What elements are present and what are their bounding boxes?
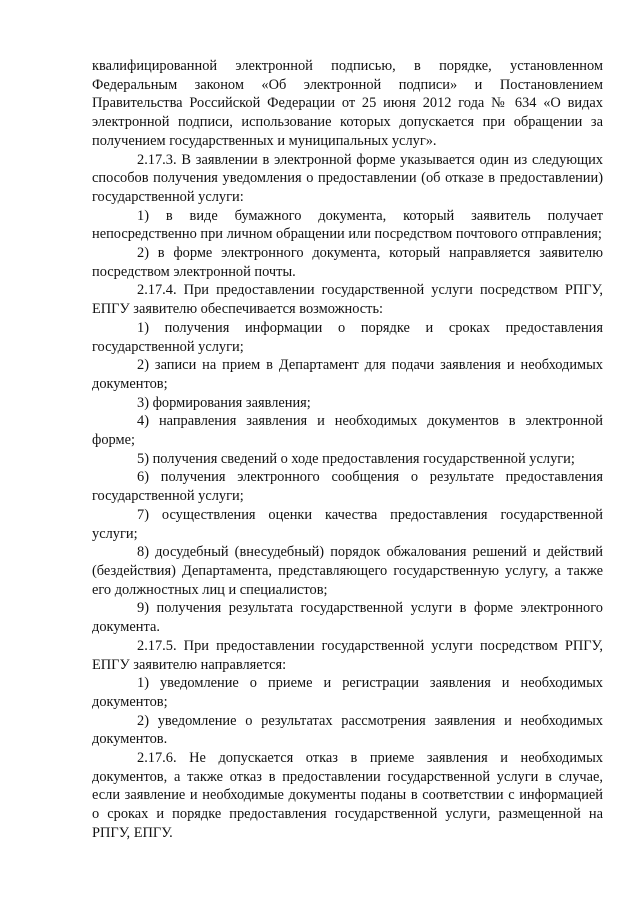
list-item: 5) получения сведений о ходе предоставления государственной услуги; [137,450,575,467]
list-item: 2) в форме электронного документа, который направляется заявителю посредством электронной почты. [92,245,603,280]
list-item: 3) формирования заявления; [137,394,311,411]
list-item: 1) уведомление о приеме и регистрации заявления и необходимых документов; [92,675,603,710]
list-item: 4) направления заявления и необходимых документов в электронной форме; [92,413,603,449]
paragraph-2-17-5: 2.17.5. При предоставлении государственной услуги посредством РПГУ, ЕПГУ заявителю направляется: [92,637,603,673]
list-item: 8) досудебный (внесудебный) порядок обжалования решений и действий (бездействия) Департамента, представляющего государственную услугу, а также его должностных лиц и специалистов; [92,544,603,598]
paragraph-2-17-4: 2.17.4. При предоставлении государственной услуги посредством РПГУ, ЕПГУ заявителю обеспечивается возможность: [92,282,603,318]
list-item: 1) получения информации о порядке и сроках предоставления государственной услуги; [92,319,603,355]
list-item: 9) получения результата государственной услуги в форме электронного документа. [92,600,603,636]
paragraph-2-17-6: 2.17.6. Не допускается отказ в приеме заявления и необходимых документов, а также отказ в предоставлении государственной услуги в случае, если заявление и необходимые документы поданы в соответствии с информацией о сроках и порядке предоставления государственной услуги, размещенной на РПГУ, ЕПГУ. [92,750,603,841]
list-item: 1) в виде бумажного документа, который заявитель получает непосредственно при личном обращении или посредством почтового отправления; [92,207,603,243]
paragraph-2-17-3: 2.17.3. В заявлении в электронной форме указывается один из следующих способов получения уведомления о предоставлении (об отказе в предоставлении) государственной услуги: [92,151,603,205]
list-item: 6) получения электронного сообщения о результате предоставления государственной услуги; [92,469,603,505]
list-item: 2) записи на прием в Департамент для подачи заявления и необходимых документов; [92,357,603,392]
document-page [92,57,603,843]
paragraph-continuation: квалифицированной электронной подписью, в порядке, установленном Федеральным законом «Об электронной подписи» и Постановлением Правительства Российской Федерации от 25 июня 2012 года № 634 «О видах электронной подписи, использование которых допускается при обращении за получением государственных и муниципальных услуг». [92,58,603,149]
list-item: 7) осуществления оценки качества предоставления государственной услуги; [92,506,603,542]
list-item: 2) уведомление о результатах рассмотрения заявления и необходимых документов. [92,712,603,748]
